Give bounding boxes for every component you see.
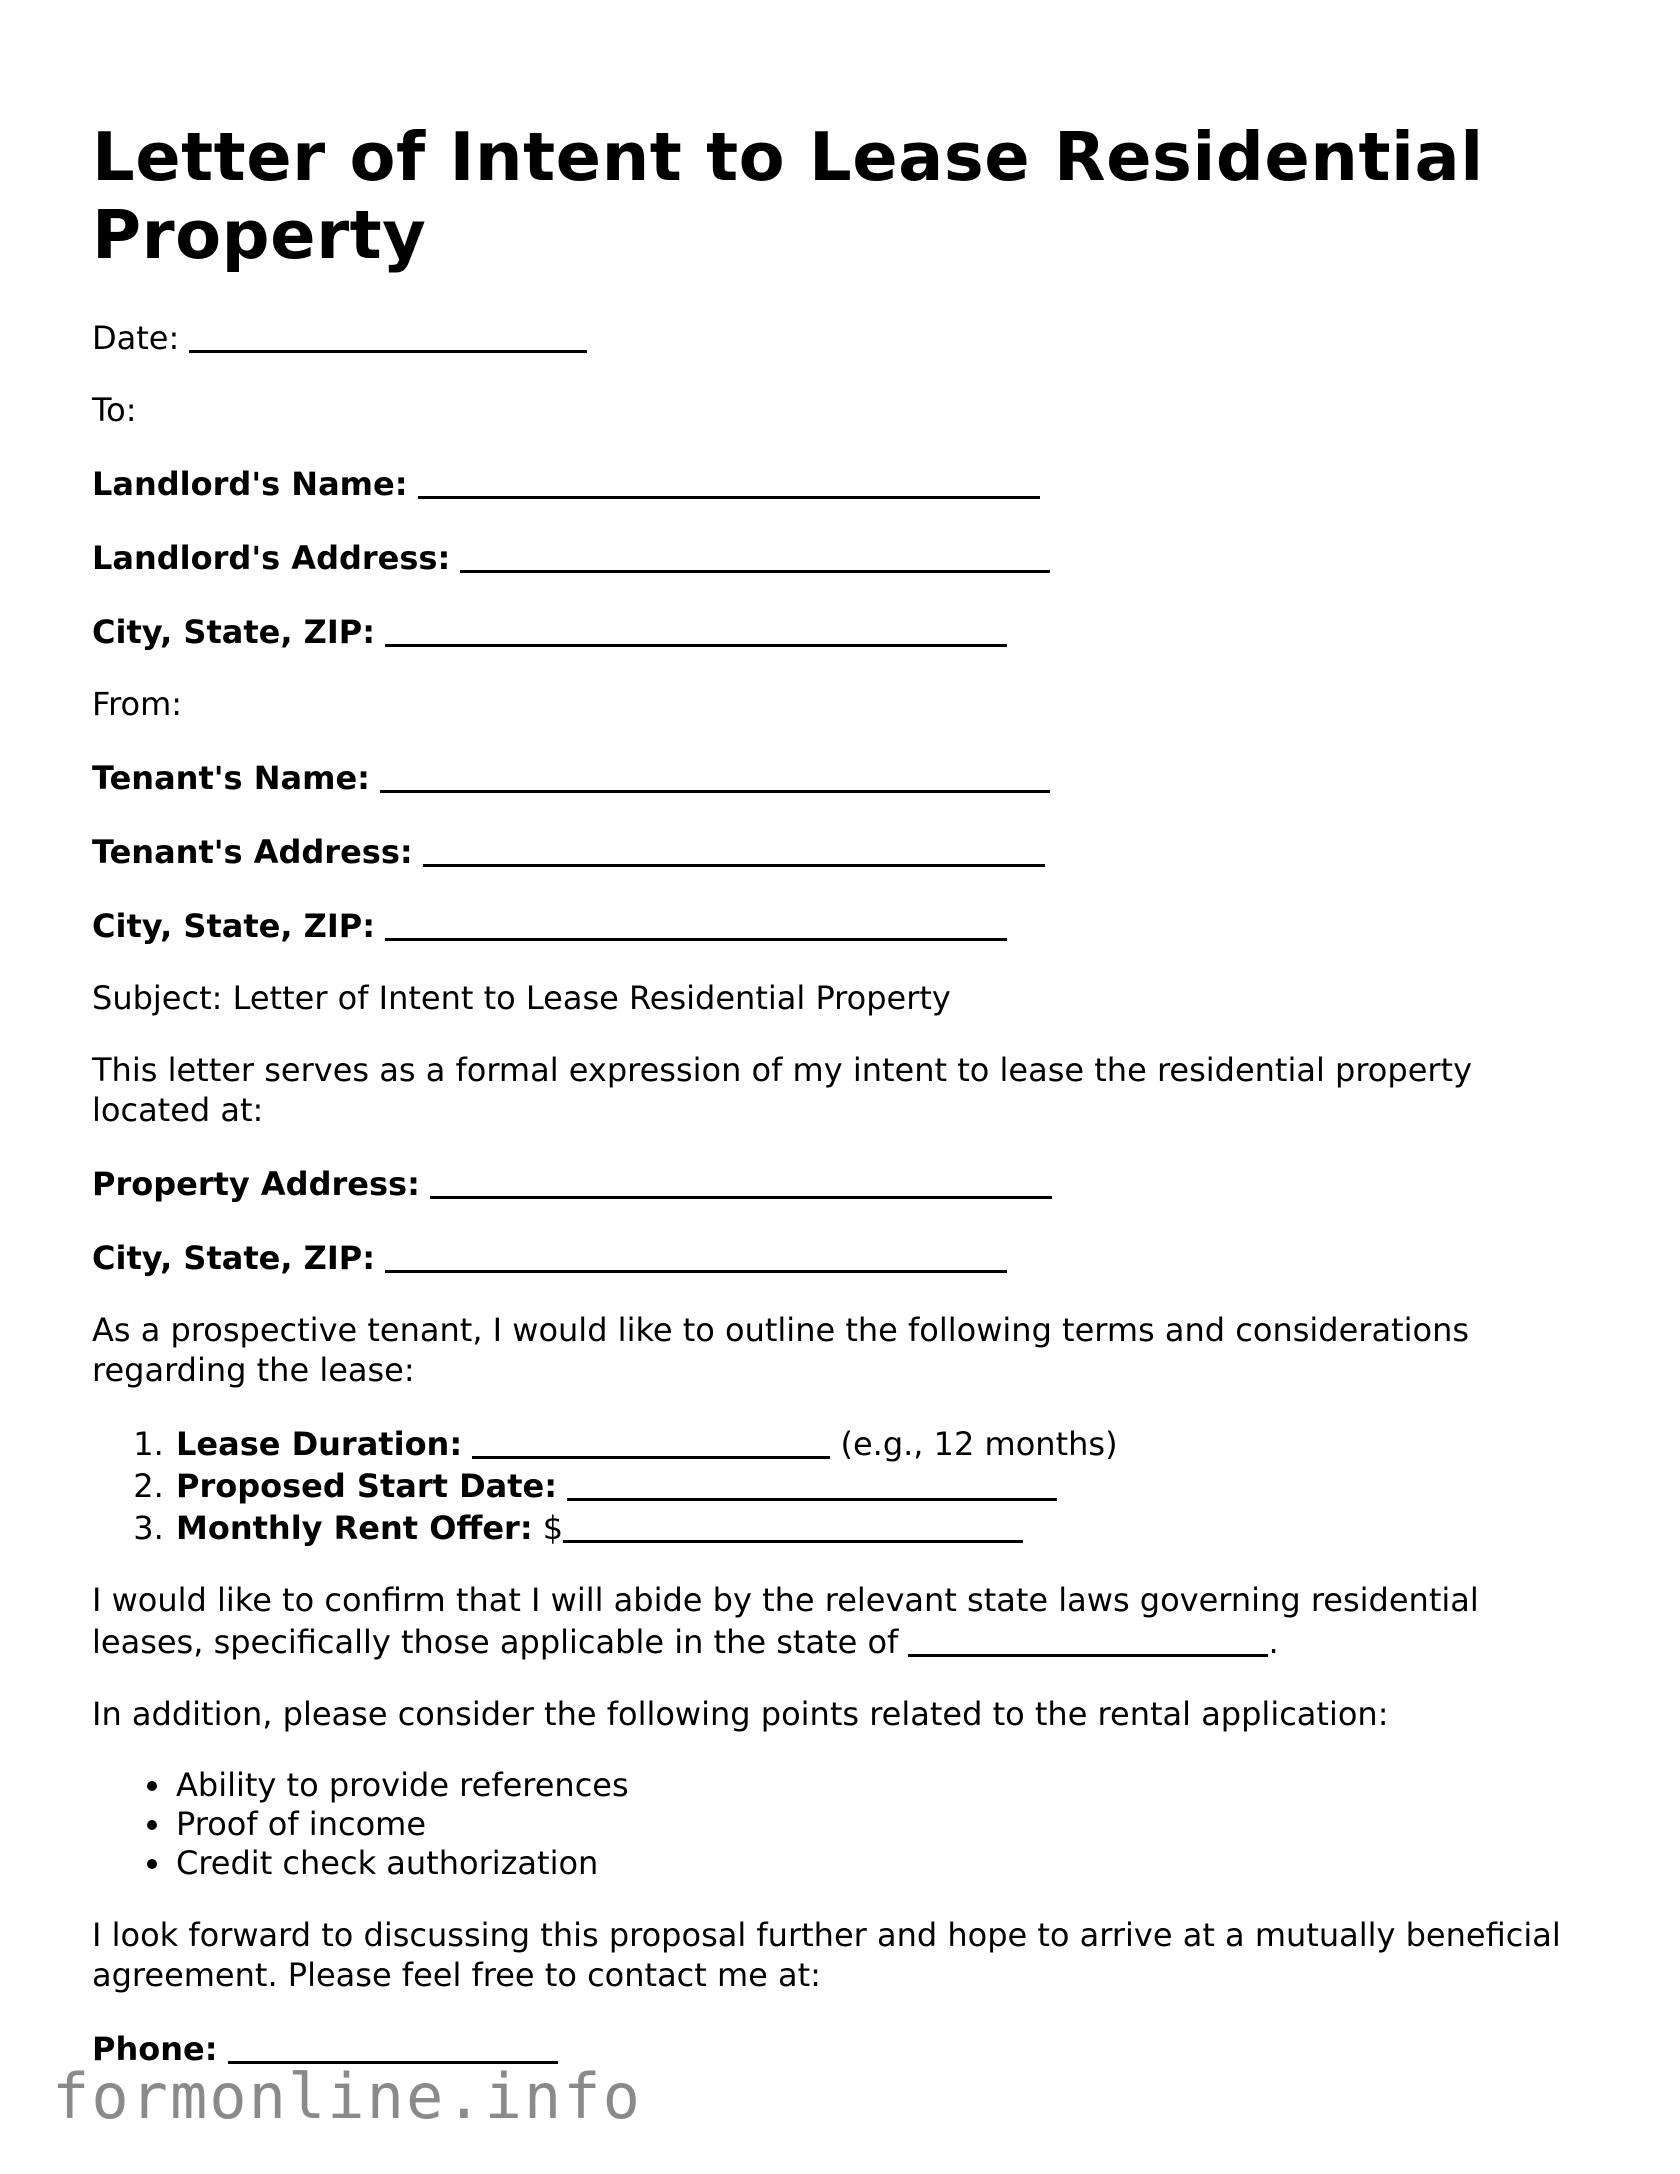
tenant-city-field: [92, 904, 1582, 946]
list-item: • Ability to provide references: [174, 1766, 1582, 1805]
list-item: • Proof of income: [174, 1805, 1582, 1844]
duration-label: Lease Duration:: [176, 1425, 463, 1463]
state-blank[interactable]: [908, 1624, 1268, 1657]
duration-hint: (e.g., 12 months): [840, 1425, 1118, 1463]
closing-paragraph: I look forward to discussing this proposal further and hope to arrive at a mutually beneficial agreement. Please feel free to contact me at:: [92, 1916, 1561, 1994]
landlord-address-label: Landlord's Address:: [92, 539, 451, 577]
landlord-address-blank[interactable]: [460, 540, 1050, 573]
landlord-city-label: City, State, ZIP:: [92, 613, 376, 651]
tenant-city-label: City, State, ZIP:: [92, 907, 376, 945]
from-label: From:: [92, 685, 183, 723]
property-address-label: Property Address:: [92, 1165, 420, 1203]
laws-text: I would like to confirm that I will abide by the relevant state laws governing residential leases, specifically those applicable in the state of: [92, 1581, 1479, 1661]
tenant-address-label: Tenant's Address:: [92, 833, 413, 871]
date-field: [92, 316, 1582, 358]
intro-paragraph: This letter serves as a formal expression of my intent to lease the residential property located at:: [92, 1051, 1473, 1129]
points-intro: In addition, please consider the following points related to the rental application:: [92, 1695, 1389, 1733]
rent-prefix: $: [542, 1509, 564, 1547]
tenant-name-label: Tenant's Name:: [92, 759, 370, 797]
rent-blank[interactable]: [563, 1510, 1023, 1543]
date-label: Date:: [92, 319, 180, 357]
tenant-name-field: [92, 756, 1582, 798]
property-city-field: [92, 1236, 1582, 1278]
start-date-blank[interactable]: [567, 1468, 1057, 1501]
property-city-label: City, State, ZIP:: [92, 1239, 376, 1277]
laws-paragraph: [92, 1580, 1582, 1662]
list-item-rent: [174, 1506, 1582, 1548]
points-list: [92, 1766, 1582, 1883]
laws-end: .: [1268, 1623, 1279, 1661]
terms-intro: As a prospective tenant, I would like to outline the following terms and considerations regarding the lease:: [92, 1311, 1470, 1389]
terms-list: [92, 1422, 1582, 1548]
landlord-name-label: Landlord's Name:: [92, 465, 408, 503]
tenant-address-field: [92, 830, 1582, 872]
duration-blank[interactable]: [472, 1426, 830, 1459]
property-city-blank[interactable]: [385, 1240, 1007, 1273]
tenant-city-blank[interactable]: [385, 908, 1007, 941]
landlord-city-field: [92, 610, 1582, 652]
to-label: To:: [92, 391, 137, 429]
property-address-blank[interactable]: [430, 1166, 1052, 1199]
subject-line: Subject: Letter of Intent to Lease Residential Property: [92, 979, 951, 1017]
tenant-name-blank[interactable]: [380, 760, 1050, 793]
tenant-address-blank[interactable]: [423, 834, 1045, 867]
landlord-address-field: [92, 536, 1582, 578]
watermark: formonline.info: [52, 2060, 642, 2133]
landlord-name-field: [92, 462, 1582, 504]
landlord-name-blank[interactable]: [418, 466, 1040, 499]
start-date-label: Proposed Start Date:: [176, 1467, 558, 1505]
list-item-start-date: [174, 1464, 1582, 1506]
landlord-city-blank[interactable]: [385, 614, 1007, 647]
property-address-field: [92, 1162, 1582, 1204]
rent-label: Monthly Rent Offer:: [176, 1509, 533, 1547]
list-item-duration: [174, 1422, 1582, 1464]
list-item: • Credit check authorization: [174, 1844, 1582, 1883]
letter-document: [92, 118, 1582, 2101]
phone-label: Phone:: [92, 2030, 218, 2068]
page-title: Letter of Intent to Lease Residential Property: [92, 118, 1484, 274]
date-blank[interactable]: [189, 320, 587, 353]
